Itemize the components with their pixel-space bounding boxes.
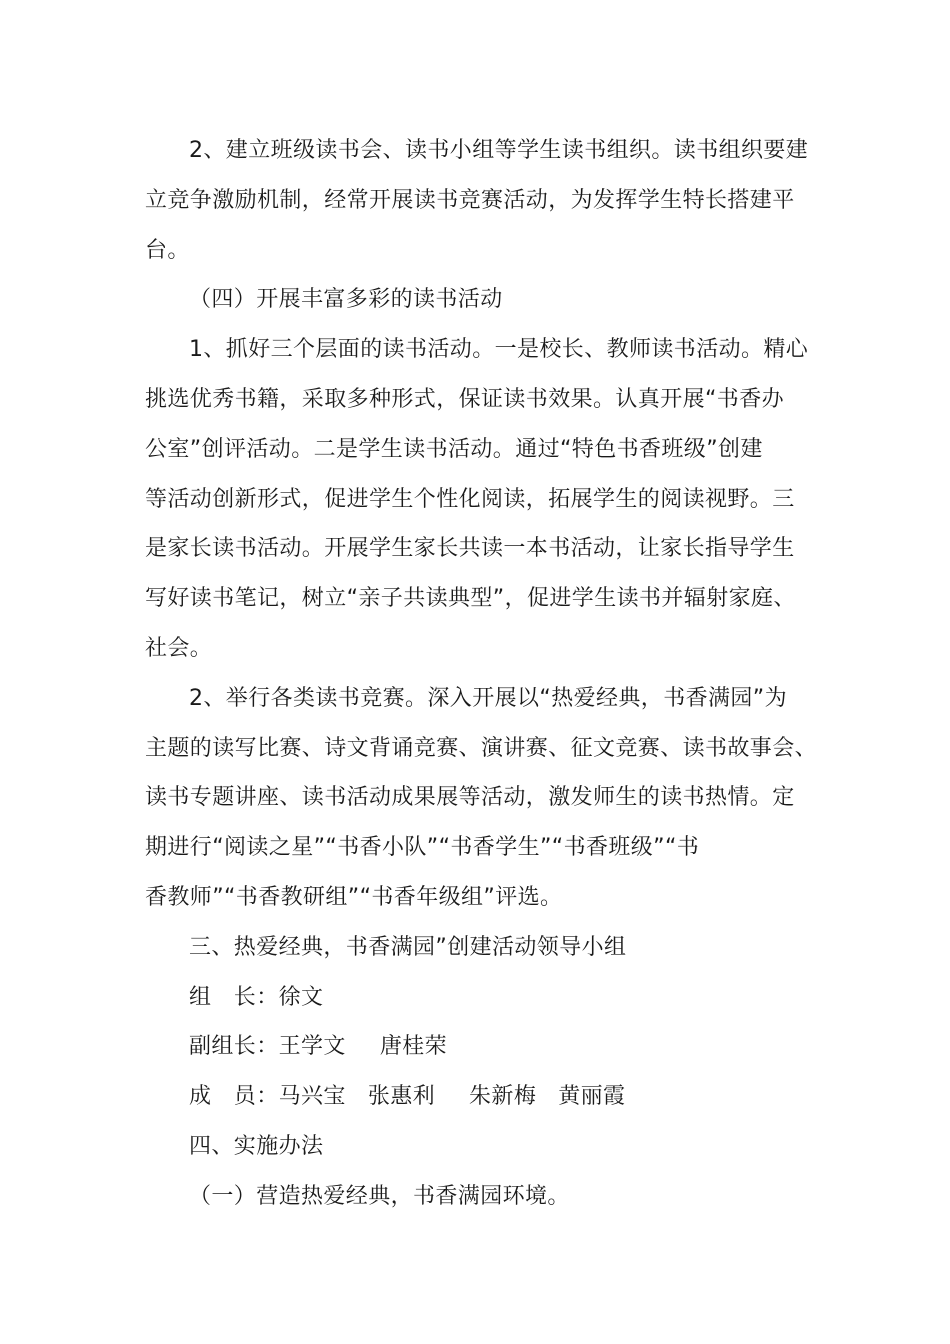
section-heading: 三、热爱经典，书香满园”创建活动领导小组 (189, 934, 627, 960)
members-row (145, 1072, 821, 1122)
section-heading: （四）开展丰富多彩的读书活动 (189, 287, 503, 313)
paragraph-line: 台。 (145, 237, 190, 263)
paragraph-line: 等活动创新形式，促进学生个性化阅读，拓展学生的阅读视野。三 (145, 486, 795, 512)
paragraph-line: 立竞争激励机制，经常开展读书竞赛活动，为发挥学生特长搭建平 (145, 187, 795, 213)
subsection-heading: （一）营造热爱经典，书香满园环境。 (189, 1183, 570, 1209)
paragraph-line: 写好读书笔记，树立“亲子共读典型”，促进学生读书并辐射家庭、 (145, 586, 796, 612)
document-body (145, 126, 821, 1222)
section-heading: 四、实施办法 (189, 1133, 324, 1159)
paragraph-line: 是家长读书活动。开展学生家长共读一本书活动，让家长指导学生 (145, 536, 795, 562)
leader-name: 徐文 (278, 984, 324, 1010)
vice-leader-name: 王学文 (278, 1034, 346, 1060)
paragraph-line: 社会。 (145, 635, 213, 661)
paragraph-line: 2、举行各类读书竞赛。深入开展以“热爱经典，书香满园”为 (189, 685, 787, 711)
paragraph-line: 2、建立班级读书会、读书小组等学生读书组织。读书组织要建 (189, 138, 809, 163)
member-name: 马兴宝 (278, 1084, 346, 1110)
paragraph-line: 期进行“阅读之星”“书香小队”“书香学生”“书香班级”“书 (145, 835, 700, 861)
vice-leader-label: 副组长： (189, 1034, 279, 1060)
paragraph-line: 主题的读写比赛、诗文背诵竞赛、演讲赛、征文竞赛、读书故事会、 (145, 735, 818, 761)
member-name: 张惠利 (367, 1084, 436, 1110)
paragraph-line: 香教师”“书香教研组”“书香年级组”评选。 (145, 884, 563, 910)
leader-row (145, 973, 821, 1023)
paragraph-line: 读书专题讲座、读书活动成果展等活动，激发师生的读书热情。定 (145, 785, 795, 811)
vice-leader-row (145, 1022, 821, 1072)
paragraph-line: 公室”创评活动。二是学生读书活动。通过“特色书香班级”创建 (145, 436, 763, 462)
paragraph-line: 挑选优秀书籍，采取多种形式，保证读书效果。认真开展“书香办 (145, 386, 784, 412)
member-name: 朱新梅 (469, 1084, 537, 1110)
vice-leader-name: 唐桂荣 (379, 1034, 448, 1060)
paragraph-line: 1、抓好三个层面的读书活动。一是校长、教师读书活动。精心 (189, 337, 809, 363)
member-name: 黄丽霞 (558, 1084, 626, 1110)
leader-label: 组 长： (189, 984, 279, 1010)
members-label: 成 员： (189, 1084, 279, 1110)
